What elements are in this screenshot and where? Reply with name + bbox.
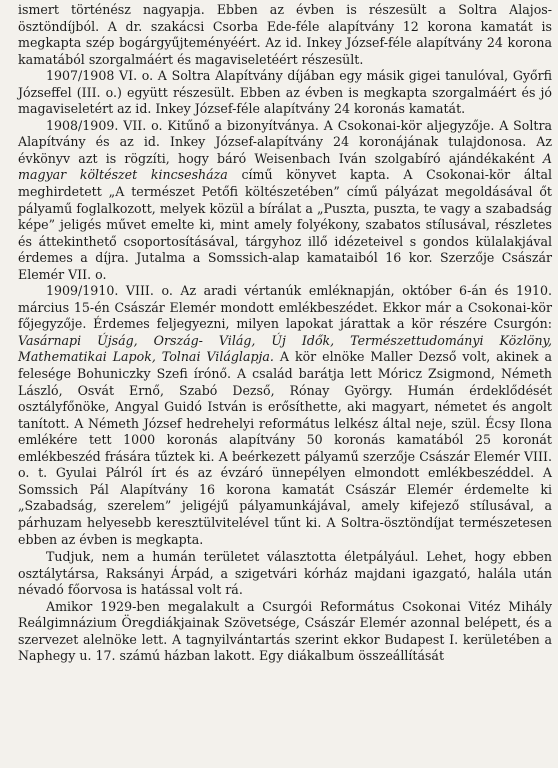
text-run: ismert történész nagyapja. Ebben az évben is részesült a Soltra Alajos-ösztöndíjból. A dr. szakácsi Csorba Ede-féle alapítvány 12 korona kamatát is megkapta szép bogárgyűjteményéért. Az id. Inkey József-féle alapítvány 24 korona kamatából szorgalmáért és magaviseletéért részesült.: [18, 2, 552, 67]
text-run: Tudjuk, nem a humán területet választotta életpályául. Lehet, hogy ebben osztálytársa, Raksányi Árpád, a szigetvári kórház majdani igazgató, halála után névadó főorvosa is hatással volt rá.: [18, 549, 552, 598]
text-run: 1908/1909. VII. o. Kitűnő a bizonyítványa. A Csokonai-kör aljegyzője. A Soltra Alapítvány és az id. Inkey József-alapítvány 24 koronájának tulajdonosa. Az évkönyv azt is rögzíti, hogy báró Weisenbach Iván szolgabíró ajándékaként: [18, 117, 552, 166]
paragraph: [18, 118, 552, 283]
text-run: 1907/1908 VI. o. A Soltra Alapítvány díjában egy másik gigei tanulóval, Győrfi Józseffel (III. o.) együtt részesült. Ebben az évben is megkapta szorgalmáért és jó magaviseletért az id. Inkey József-féle alapítvány 24 koronás kamatát.: [18, 68, 552, 117]
italic-text: A magyar költészet kincsesháza: [18, 150, 552, 183]
text-run: A kör elnöke Maller Dezső volt, akinek a felesége Bohuniczky Szefi írónő. A család barátja lett Móricz Zsigmond, Németh László, Osvát Ernő, Szabó Dezső, Rónay György. Humán érdeklődését osztályfőnöke, Angyal Guidó István is erősíthette, aki magyart, németet és angolt tanított. A Németh József hedrehelyi református lelkész által neje, szül. Écsy Ilona emlékére tett 1000 koronás alapítvány 50 koronás kamatából 25 koronát emlékbeszéd frására tűztek ki. A beérkezett pályamű szerzője Császár Elemér VIII. o. t. Gyulai Pálról írt és az évzáró ünnepélyen elmondott emlékbeszéddel. A Somssich Pál Alapítvány 16 korona kamatát Császár Elemér érdemelte ki „Szabadság, szerelem” jeligéjű pályamunkájával, amely kifejező stílusával, a párhuzam helyesebb keresztülvitelével tűnt ki. A Soltra-ösztöndíjat természetesen ebben az évben is megkapta.: [18, 349, 553, 547]
paragraph: [18, 68, 552, 118]
text-run: 1909/1910. VIII. o. Az aradi vértanúk emléknapján, október 6-án és 1910. március 15-én Császár Elemér mondott emlékbeszédet. Ekkor már a Csokonai-kör főjegyzője. Érdemes feljegyezni, milyen lapokat járattak a kör részére Csurgón:: [18, 283, 552, 332]
paragraph: [18, 2, 552, 68]
text-run: című könyvet kapta. A Csokonai-kör által meghirdetett „A természet Petőfi költészetében” című pályázat megoldásával őt pályamű foglalkozott, melyek közül a bírálat a „Puszta, puszta, te vagy a szabadság képe” jeligés művet emelte ki, mint amely folyékony, szabatos stílusával, részletes és áttekinthető csoportosításával, tárgyhoz illő idézeteivel s gondos külalakjával érdemes a díjra. Jutalma a Somssich-alap kamataiból 16 kor. Szerzője Császár Elemér VII. o.: [18, 167, 552, 282]
paragraph: [18, 599, 552, 665]
italic-text: Vasárnapi Újság, Ország- Világ, Új Idők, Természettudományi Közlöny, Mathematikai Lapok, Tolnai Világlapja.: [18, 332, 552, 365]
text-run: Amikor 1929-ben megalakult a Csurgói Református Csokonai Vitéz Mihály Reálgimnázium Öregdiákjainak Szövetsége, Császár Elemér azonnal belépett, és a szervezet alelnöke lett. A tagnyilvántartás szerint ekkor Budapest I. kerületében a Naphegy u. 17. számú házban lakott. Egy diákalbum összeállítását: [18, 598, 552, 664]
paragraph: [18, 549, 552, 599]
paragraph: [18, 283, 552, 548]
